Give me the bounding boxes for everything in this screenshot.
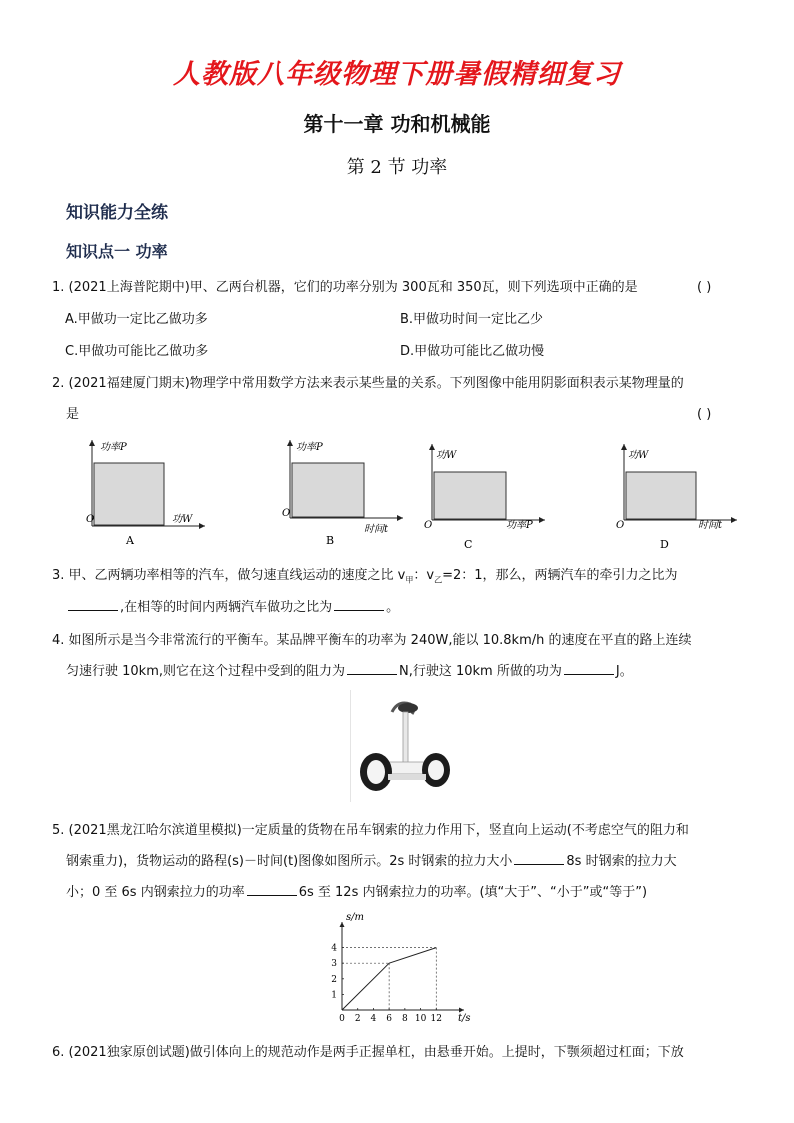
question-3 (52, 560, 678, 596)
q3-text-e: 。 (386, 600, 400, 615)
q5-text-b: 8s 时钢索的拉力大 (566, 854, 677, 869)
q1-answer-paren: ( ) (697, 280, 712, 295)
q4-text-c: J。 (615, 664, 633, 679)
q3-text-b: ：v (413, 568, 435, 583)
graph-d-shaded-area (626, 472, 696, 519)
q5-text-d: 6s 至 12s 内钢索拉力的功率。(填“大于”、“小于”或“等于”) (298, 885, 648, 900)
y-tick-label: 4 (331, 943, 337, 954)
x-tick-label: 4 (370, 1014, 377, 1024)
q4-text-a: 匀速行驶 10km,则它在这个过程中受到的阻力为 (66, 664, 345, 679)
graph-b-origin: O (282, 508, 291, 519)
graph-b-shaded-area (292, 463, 364, 517)
chapter-title: 第十一章 功和机械能 (303, 112, 491, 136)
q4-number: 4. (52, 633, 65, 648)
q1-option-b: B.甲做功时间一定比乙少 (400, 312, 544, 327)
q1-option-d: D.甲做功可能比乙做功慢 (400, 344, 545, 359)
q4-blank-2[interactable] (564, 662, 614, 675)
q5-number: 5. (52, 823, 65, 838)
x-tick-label: 2 (354, 1014, 361, 1024)
balance-scooter-image (350, 690, 462, 802)
q4-blank-1[interactable] (347, 662, 397, 675)
q1-stem: (2021上海普陀期中)甲、乙两台机器，它们的功率分别为 300瓦和 350瓦，则下列选项中正确的是 (68, 280, 638, 295)
y-axis-label: s/m (346, 912, 364, 923)
q5-blank-2[interactable] (247, 883, 297, 896)
x-axis-arrow (459, 1008, 464, 1013)
question-4 (52, 625, 692, 656)
q5-blank-1[interactable] (514, 852, 564, 865)
q3-text-d: ,在相等的时间内两辆汽车做功之比为 (120, 600, 333, 615)
graph-c-caption: C (464, 538, 473, 550)
graph-c-origin: O (424, 520, 433, 531)
q6-line1: (2021独家原创试题)做引体向上的规范动作是两手正握单杠，由悬垂开始。上提时，下颚须超过杠面；下放 (68, 1045, 684, 1060)
graph-a (80, 436, 210, 546)
y-tick-label: 3 (331, 959, 337, 970)
graph-c-xlabel: 功率P (506, 520, 533, 531)
q4-text-b: N,行驶这 10km 所做的功为 (399, 664, 562, 679)
heading-knowledge-point: 知识点一 功率 (66, 242, 168, 261)
x-tick-label: 10 (414, 1014, 427, 1024)
y-axis-arrow (340, 922, 345, 927)
x-tick-label: 12 (430, 1014, 443, 1024)
graph-d-ylabel: 功W (628, 450, 649, 461)
graph-a-caption: A (126, 534, 134, 546)
q3-text-c: =2：1，那么，两辆汽车的牵引力之比为 (442, 568, 678, 583)
q2-stem-line2: 是 (66, 407, 80, 422)
question-6 (52, 1037, 684, 1068)
q3-number: 3. (52, 568, 65, 583)
graph-b-caption: B (326, 534, 335, 546)
q6-number: 6. (52, 1045, 65, 1060)
q2-number: 2. (52, 376, 65, 391)
x-tick-label: 0 (339, 1014, 345, 1024)
q3-sub-yi: 乙 (434, 575, 443, 585)
x-tick-label: 6 (386, 1014, 393, 1024)
heading-knowledge: 知识能力全练 (66, 203, 168, 223)
q3-sub-jia: 甲 (405, 575, 414, 585)
graph-a-origin: O (86, 514, 95, 525)
graph-c-ylabel: 功W (436, 450, 457, 461)
q1-option-c: C.甲做功可能比乙做功多 (65, 344, 209, 359)
q5-text-c: 小；0 至 6s 内钢索拉力的功率 (66, 885, 245, 900)
graph-a-shaded-area (94, 463, 164, 525)
question-2 (52, 368, 684, 399)
q5-line2 (66, 846, 677, 877)
q3-blank-2[interactable] (334, 598, 384, 611)
q2-answer-paren: ( ) (697, 407, 712, 422)
graph-d-origin: O (616, 520, 625, 531)
q4-line1: 如图所示是当今非常流行的平衡车。某品牌平衡车的功率为 240W,能以 10.8km/h 的速度在平直的路上连续 (68, 633, 692, 648)
y-tick-label: 2 (331, 974, 337, 985)
graph-d-caption: D (660, 538, 669, 550)
section-title: 第 2 节 功率 (346, 157, 448, 178)
s-t-graph (318, 910, 478, 1030)
graph-a-xlabel: 功W (172, 514, 193, 525)
q2-stem-line1: (2021福建厦门期末)物理学中常用数学方法来表示某些量的关系。下列图像中能用阴影面积表示某物理量的 (68, 376, 684, 391)
graph-b-ylabel: 功率P (296, 442, 323, 453)
question-1 (52, 272, 638, 303)
graph-c-shaded-area (434, 472, 506, 519)
q1-option-a: A.甲做功一定比乙做功多 (65, 312, 208, 327)
x-axis-label: t/s (458, 1013, 471, 1024)
graph-b-xlabel: 时间t (364, 524, 389, 535)
q3-blank-1[interactable] (68, 598, 118, 611)
q1-number: 1. (52, 280, 65, 295)
y-tick-label: 1 (331, 990, 337, 1001)
graph-b (278, 436, 408, 546)
graph-d (612, 440, 742, 550)
q5-text-a: 钢索重力)，货物运动的路程(s)－时间(t)图像如图所示。2s 时钢索的拉力大小 (66, 854, 513, 869)
graph-c (420, 440, 550, 550)
x-tick-label: 8 (401, 1014, 408, 1024)
banner-title: 人教版八年级物理下册暑假精细复习 (173, 59, 621, 90)
q5-line1: (2021黑龙江哈尔滨道里模拟)一定质量的货物在吊车钢索的拉力作用下，竖直向上运动(不考虑空气的阻力和 (68, 823, 689, 838)
q3-text-a: 甲、乙两辆功率相等的汽车，做匀速直线运动的速度之比 v (68, 568, 406, 583)
graph-d-xlabel: 时间t (698, 520, 723, 531)
q5-line3 (66, 877, 647, 908)
q4-line2 (66, 656, 633, 687)
question-5 (52, 815, 689, 846)
q3-line2 (66, 592, 399, 623)
graph-a-ylabel: 功率P (100, 442, 127, 453)
